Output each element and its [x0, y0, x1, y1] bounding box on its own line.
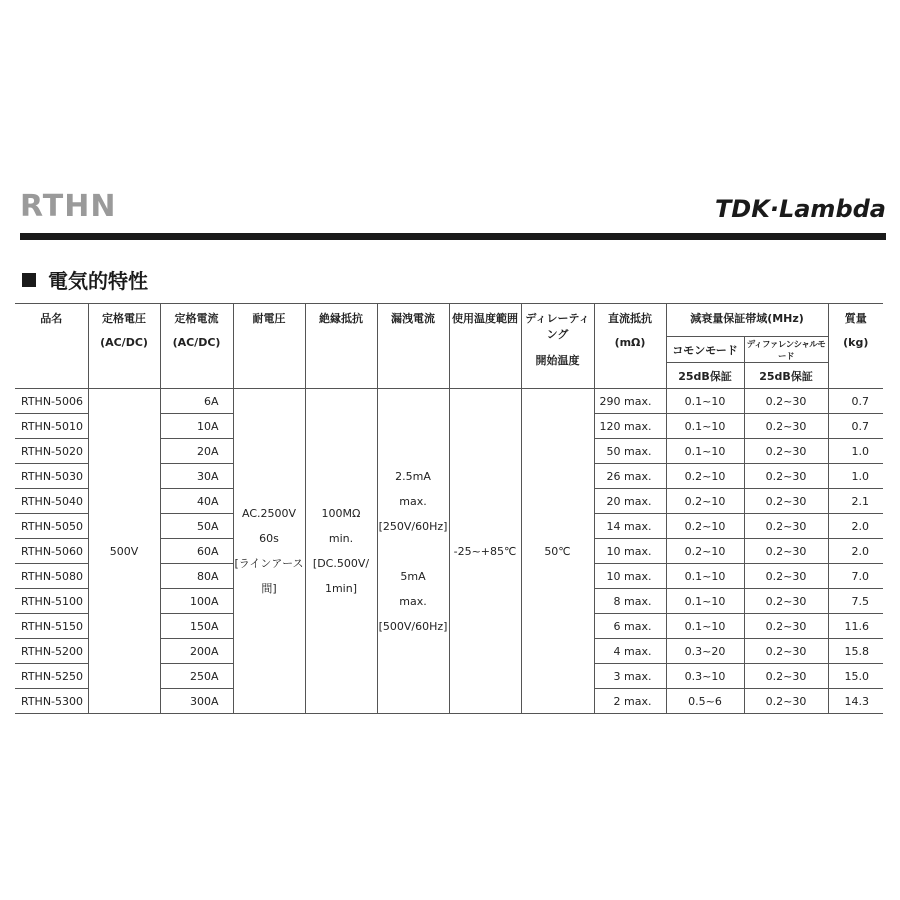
header-model: 品名 — [15, 304, 88, 389]
cell-dc-resistance: 290 max. — [594, 389, 666, 414]
cell-insulation-resistance-line: 100MΩ — [321, 507, 361, 520]
cell-dc-resistance: 26 max. — [594, 464, 666, 489]
header-guarantee-common: 25dB保証 — [666, 363, 744, 389]
cell-differential-mode: 0.2~30 — [744, 389, 828, 414]
cell-dc-resistance: 50 max. — [594, 439, 666, 464]
cell-model: RTHN-5050 — [15, 514, 88, 539]
cell-leakage-current-line: [500V/60Hz] — [378, 619, 448, 633]
cell-differential-mode: 0.2~30 — [744, 639, 828, 664]
cell-model: RTHN-5080 — [15, 564, 88, 589]
cell-rated-current: 150A — [160, 614, 233, 639]
cell-rated-current: 80A — [160, 564, 233, 589]
cell-dc-resistance: 10 max. — [594, 564, 666, 589]
cell-mass: 0.7 — [828, 389, 883, 414]
table-row — [15, 389, 883, 414]
cell-differential-mode: 0.2~30 — [744, 664, 828, 689]
cell-dc-resistance: 20 max. — [594, 489, 666, 514]
cell-leakage-current-line — [378, 539, 449, 564]
cell-mass: 1.0 — [828, 464, 883, 489]
cell-mass: 2.0 — [828, 514, 883, 539]
cell-common-mode: 0.2~10 — [666, 464, 744, 489]
cell-withstand-voltage-line: [ラインアース間] — [234, 557, 304, 595]
header-withstand-voltage: 耐電圧 — [233, 304, 305, 389]
header-derating: ディレーティング 開始温度 — [521, 304, 594, 389]
cell-insulation-resistance — [305, 389, 377, 714]
cell-dc-resistance: 8 max. — [594, 589, 666, 614]
cell-model: RTHN-5250 — [15, 664, 88, 689]
cell-dc-resistance: 6 max. — [594, 614, 666, 639]
cell-common-mode: 0.1~10 — [666, 614, 744, 639]
header-attenuation: 減衰量保証帯域(MHz) — [666, 304, 828, 337]
cell-model: RTHN-5040 — [15, 489, 88, 514]
cell-model: RTHN-5010 — [15, 414, 88, 439]
cell-rated-voltage: 500V — [88, 389, 160, 714]
header-rated-voltage: 定格電圧 (AC/DC) — [88, 304, 160, 389]
cell-common-mode: 0.2~10 — [666, 539, 744, 564]
cell-differential-mode: 0.2~30 — [744, 589, 828, 614]
cell-common-mode: 0.3~20 — [666, 639, 744, 664]
cell-model: RTHN-5060 — [15, 539, 88, 564]
cell-dc-resistance: 120 max. — [594, 414, 666, 439]
cell-differential-mode: 0.2~30 — [744, 464, 828, 489]
cell-differential-mode: 0.2~30 — [744, 514, 828, 539]
cell-rated-current: 50A — [160, 514, 233, 539]
section-title: 電気的特性 — [48, 269, 148, 293]
cell-model: RTHN-5006 — [15, 389, 88, 414]
cell-differential-mode: 0.2~30 — [744, 414, 828, 439]
cell-leakage-current-line: 2.5mA — [395, 469, 431, 483]
cell-differential-mode: 0.2~30 — [744, 439, 828, 464]
cell-withstand-voltage — [233, 389, 305, 714]
page-title: RTHN — [20, 189, 117, 224]
cell-dc-resistance: 4 max. — [594, 639, 666, 664]
square-bullet-icon — [22, 273, 36, 287]
header-differential-mode: ディファレンシャルモード — [744, 337, 828, 363]
cell-model: RTHN-5300 — [15, 689, 88, 714]
cell-dc-resistance: 14 max. — [594, 514, 666, 539]
cell-differential-mode: 0.2~30 — [744, 489, 828, 514]
cell-differential-mode: 0.2~30 — [744, 539, 828, 564]
cell-rated-current: 250A — [160, 664, 233, 689]
cell-mass: 14.3 — [828, 689, 883, 714]
cell-mass: 2.1 — [828, 489, 883, 514]
title-divider — [20, 233, 886, 240]
cell-rated-current: 60A — [160, 539, 233, 564]
cell-common-mode: 0.2~10 — [666, 489, 744, 514]
brand-logo: TDK·Lambda — [714, 195, 886, 223]
cell-model: RTHN-5150 — [15, 614, 88, 639]
cell-insulation-resistance-line: min. — [328, 532, 354, 545]
cell-leakage-current — [377, 389, 449, 714]
cell-rated-current: 20A — [160, 439, 233, 464]
cell-model: RTHN-5200 — [15, 639, 88, 664]
cell-leakage-current-line: max. — [399, 594, 427, 608]
cell-insulation-resistance-line: [DC.500V/ — [312, 557, 370, 570]
cell-model: RTHN-5020 — [15, 439, 88, 464]
cell-mass: 15.0 — [828, 664, 883, 689]
cell-rated-current: 6A — [160, 389, 233, 414]
cell-withstand-voltage-line: AC.2500V — [241, 507, 297, 520]
cell-leakage-current-line: [250V/60Hz] — [378, 519, 448, 533]
cell-rated-current: 30A — [160, 464, 233, 489]
cell-common-mode: 0.1~10 — [666, 564, 744, 589]
header-dc-resistance: 直流抵抗 (mΩ) — [594, 304, 666, 389]
header-leakage-current: 漏洩電流 — [377, 304, 449, 389]
cell-dc-resistance: 3 max. — [594, 664, 666, 689]
cell-common-mode: 0.1~10 — [666, 414, 744, 439]
header-common-mode: コモンモード — [666, 337, 744, 363]
cell-leakage-current-line: max. — [399, 494, 427, 508]
cell-rated-current: 100A — [160, 589, 233, 614]
cell-common-mode: 0.2~10 — [666, 514, 744, 539]
cell-insulation-resistance-line: 1min] — [324, 582, 358, 595]
header-temp-range: 使用温度範囲 — [449, 304, 521, 389]
cell-common-mode: 0.1~10 — [666, 439, 744, 464]
cell-rated-current: 200A — [160, 639, 233, 664]
cell-withstand-voltage-line: 60s — [259, 532, 279, 545]
cell-differential-mode: 0.2~30 — [744, 689, 828, 714]
cell-mass: 15.8 — [828, 639, 883, 664]
header-mass: 質量 (kg) — [828, 304, 883, 389]
cell-common-mode: 0.5~6 — [666, 689, 744, 714]
header-guarantee-diff: 25dB保証 — [744, 363, 828, 389]
cell-common-mode: 0.1~10 — [666, 389, 744, 414]
cell-mass: 7.0 — [828, 564, 883, 589]
cell-dc-resistance: 10 max. — [594, 539, 666, 564]
cell-mass: 2.0 — [828, 539, 883, 564]
cell-differential-mode: 0.2~30 — [744, 564, 828, 589]
header-insulation-resistance: 絶縁抵抗 — [305, 304, 377, 389]
cell-mass: 1.0 — [828, 439, 883, 464]
cell-temp-range: -25~+85℃ — [449, 389, 521, 714]
cell-common-mode: 0.1~10 — [666, 589, 744, 614]
cell-common-mode: 0.3~10 — [666, 664, 744, 689]
cell-dc-resistance: 2 max. — [594, 689, 666, 714]
cell-model: RTHN-5100 — [15, 589, 88, 614]
cell-mass: 7.5 — [828, 589, 883, 614]
section-heading — [22, 265, 148, 294]
cell-mass: 11.6 — [828, 614, 883, 639]
cell-derating: 50℃ — [521, 389, 594, 714]
cell-model: RTHN-5030 — [15, 464, 88, 489]
header-rated-current: 定格電流 (AC/DC) — [160, 304, 233, 389]
cell-rated-current: 40A — [160, 489, 233, 514]
cell-rated-current: 300A — [160, 689, 233, 714]
spec-table — [15, 303, 883, 714]
cell-differential-mode: 0.2~30 — [744, 614, 828, 639]
cell-leakage-current-line: 5mA — [400, 569, 426, 583]
cell-rated-current: 10A — [160, 414, 233, 439]
cell-mass: 0.7 — [828, 414, 883, 439]
